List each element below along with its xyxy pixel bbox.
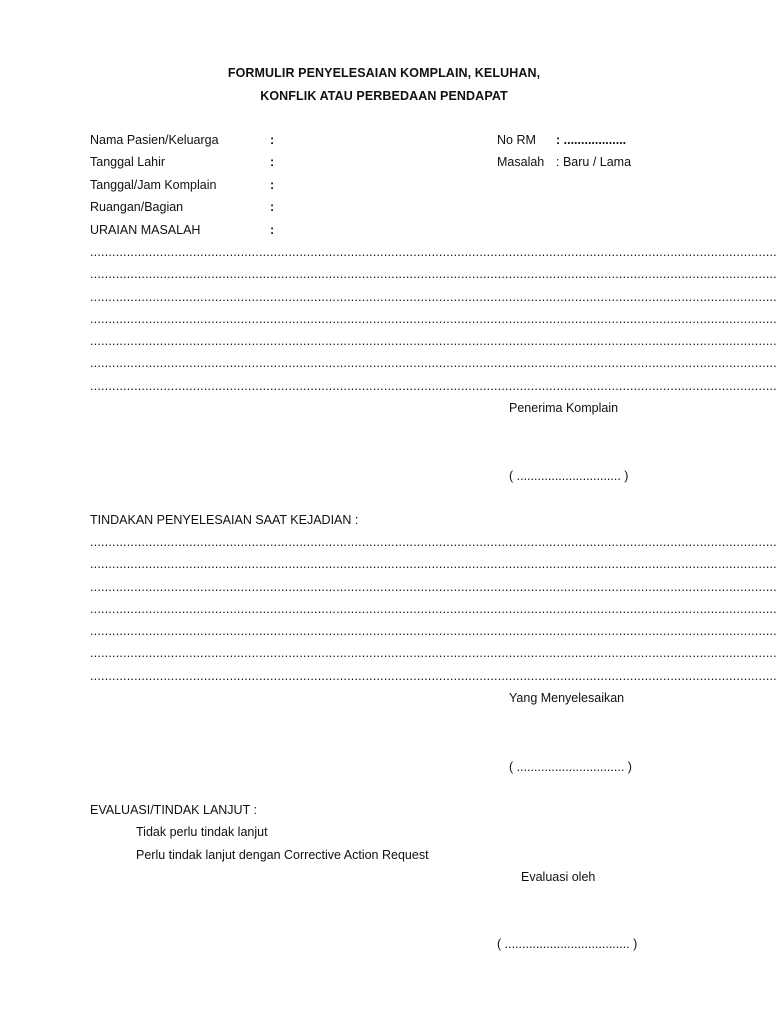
evaluation-option-no-followup: Tidak perlu tindak lanjut bbox=[136, 825, 268, 839]
dotted-line: ........................................................................................................................................................................................... bbox=[90, 580, 777, 594]
dotted-line: ........................................................................................................................................................................................... bbox=[90, 535, 777, 549]
evaluation-heading: EVALUASI/TINDAK LANJUT : bbox=[90, 803, 257, 817]
complaint-receiver-label: Penerima Komplain bbox=[509, 401, 619, 415]
dotted-line: ........................................................................................................................................................................................... bbox=[90, 267, 777, 281]
dotted-line: ........................................................................................................................................................................................... bbox=[90, 334, 777, 348]
no-rm-label: No RM bbox=[497, 133, 536, 147]
dotted-line: ........................................................................................................................................................................................... bbox=[90, 312, 777, 326]
resolver-signature: ( ............................... ) bbox=[509, 760, 632, 774]
masalah-label: Masalah bbox=[497, 155, 545, 169]
field-colon-tanggal-jam-komplain: : bbox=[270, 178, 275, 192]
field-label-ruangan-bagian: Ruangan/Bagian bbox=[90, 200, 184, 214]
dotted-line: ........................................................................................................................................................................................... bbox=[90, 245, 777, 259]
resolution-heading: TINDAKAN PENYELESAIAN SAAT KEJADIAN : bbox=[90, 513, 359, 527]
field-colon-ruangan-bagian: : bbox=[270, 200, 275, 214]
evaluator-signature: ( .................................... ) bbox=[497, 937, 638, 951]
form-title-line-1: FORMULIR PENYELESAIAN KOMPLAIN, KELUHAN, bbox=[227, 66, 541, 80]
dotted-line: ........................................................................................................................................................................................... bbox=[90, 356, 777, 370]
dotted-line: ........................................................................................................................................................................................... bbox=[90, 669, 777, 683]
field-colon-uraian-masalah: : bbox=[270, 223, 275, 237]
dotted-line: ........................................................................................................................................................................................... bbox=[90, 290, 777, 304]
dotted-line: ........................................................................................................................................................................................... bbox=[90, 379, 777, 393]
resolver-label: Yang Menyelesaikan bbox=[509, 691, 625, 705]
complaint-receiver-signature: ( .............................. ) bbox=[509, 469, 629, 483]
field-label-uraian-masalah: URAIAN MASALAH bbox=[90, 223, 201, 237]
evaluation-option-car-followup: Perlu tindak lanjut dengan Corrective Action Request bbox=[136, 848, 429, 862]
dotted-line: ........................................................................................................................................................................................... bbox=[90, 624, 777, 638]
form-title-line-2: KONFLIK ATAU PERBEDAAN PENDAPAT bbox=[260, 89, 508, 103]
dotted-line: ........................................................................................................................................................................................... bbox=[90, 602, 777, 616]
dotted-line: ........................................................................................................................................................................................... bbox=[90, 557, 777, 571]
field-colon-tanggal-lahir: : bbox=[270, 155, 275, 169]
field-label-tanggal-lahir: Tanggal Lahir bbox=[90, 155, 166, 169]
no-rm-value: : .................. bbox=[556, 133, 627, 147]
field-colon-nama-pasien: : bbox=[270, 133, 275, 147]
field-label-tanggal-jam-komplain: Tanggal/Jam Komplain bbox=[90, 178, 217, 192]
dotted-line: ........................................................................................................................................................................................... bbox=[90, 646, 777, 660]
masalah-value: : Baru / Lama bbox=[556, 155, 632, 169]
evaluator-label: Evaluasi oleh bbox=[521, 870, 596, 884]
field-label-nama-pasien: Nama Pasien/Keluarga bbox=[90, 133, 219, 147]
